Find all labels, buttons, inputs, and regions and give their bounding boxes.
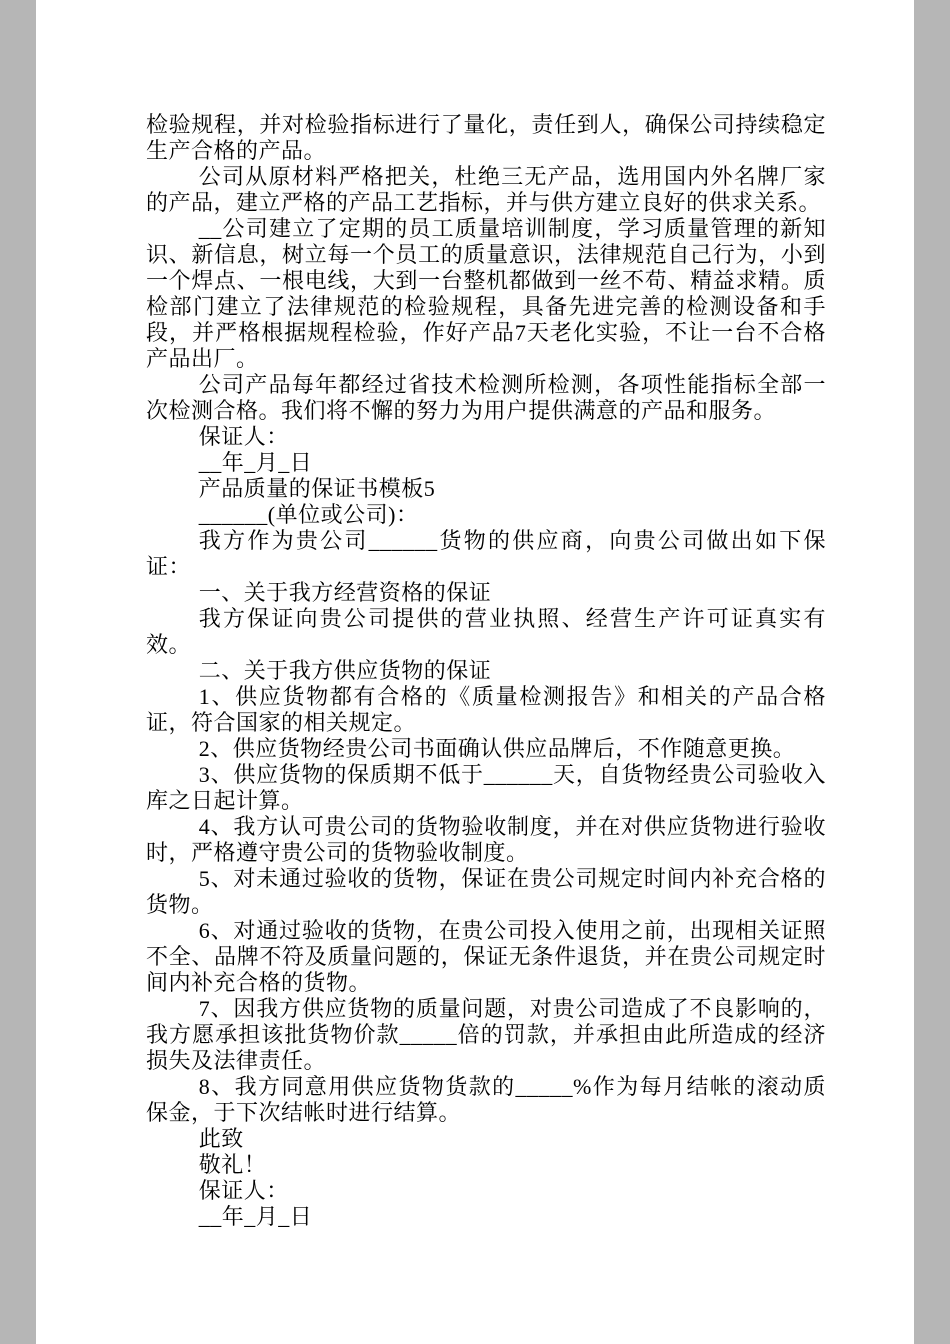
- paragraph: 公司从原材料严格把关，杜绝三无产品，选用国内外名牌厂家的产品，建立严格的产品工艺指标，并与供方建立良好的供求关系。: [146, 164, 826, 215]
- paragraph: 4、我方认可贵公司的货物验收制度，并在对供应货物进行验收时，严格遵守贵公司的货物验收制度。: [146, 814, 826, 865]
- paragraph: 敬礼！: [198, 1152, 267, 1177]
- paragraph: 8、我方同意用供应货物货款的_____%作为每月结帐的滚动质保金，于下次结帐时进行结算。: [146, 1074, 826, 1125]
- paragraph: 1、供应货物都有合格的《质量检测报告》和相关的产品合格证，符合国家的相关规定。: [146, 684, 826, 735]
- paragraph: 5、对未通过验收的货物，保证在贵公司规定时间内补充合格的货物。: [146, 866, 826, 917]
- paragraph: 我方保证向贵公司提供的营业执照、经营生产许可证真实有效。: [146, 606, 826, 657]
- paragraph: __年_月_日: [198, 1204, 313, 1229]
- paragraph: 公司产品每年都经过省技术检测所检测，各项性能指标全部一次检测合格。我们将不懈的努力为用户提供满意的产品和服务。: [146, 372, 826, 423]
- paragraph: 产品质量的保证书模板5: [198, 476, 436, 501]
- left-margin-strip: [0, 0, 36, 1344]
- paragraph: 保证人：: [198, 424, 289, 449]
- paragraph: 6、对通过验收的货物，在贵公司投入使用之前，出现相关证照不全、品牌不符及质量问题的，保证无条件退货，并在贵公司规定时间内补充合格的货物。: [146, 918, 826, 995]
- paragraph: __公司建立了定期的员工质量培训制度，学习质量管理的新知识、新信息，树立每一个员工的质量意识，法律规范自己行为，小到一个焊点、一根电线，大到一台整机都做到一丝不苟、精益求精。质检部门建立了法律规范的检验规程，具备先进完善的检测设备和手段，并严格根据规程检验，作好产品7天老化实验，不让一台不合格产品出厂。: [146, 216, 826, 371]
- paragraph: 二、关于我方供应货物的保证: [198, 658, 492, 683]
- paragraph: 一、关于我方经营资格的保证: [198, 580, 492, 605]
- paragraph: 检验规程，并对检验指标进行了量化，责任到人，确保公司持续稳定生产合格的产品。: [146, 112, 826, 163]
- paragraph: 3、供应货物的保质期不低于______天，自货物经贵公司验收入库之日起计算。: [146, 762, 826, 813]
- paragraph: __年_月_日: [198, 450, 313, 475]
- paragraph: 保证人：: [198, 1178, 289, 1203]
- paragraph: 7、因我方供应货物的质量问题，对贵公司造成了不良影响的，我方愿承担该批货物价款_____倍的罚款，并承担由此所造成的经济损失及法律责任。: [146, 996, 826, 1073]
- right-margin-strip: [914, 0, 950, 1344]
- paragraph: ______(单位或公司)：: [198, 502, 419, 527]
- document-text-block: [146, 112, 826, 1230]
- paragraph: 我方作为贵公司______货物的供应商，向贵公司做出如下保证：: [146, 528, 826, 579]
- paragraph: 2、供应货物经贵公司书面确认供应品牌后，不作随意更换。: [198, 736, 796, 761]
- paragraph: 此致: [198, 1126, 244, 1151]
